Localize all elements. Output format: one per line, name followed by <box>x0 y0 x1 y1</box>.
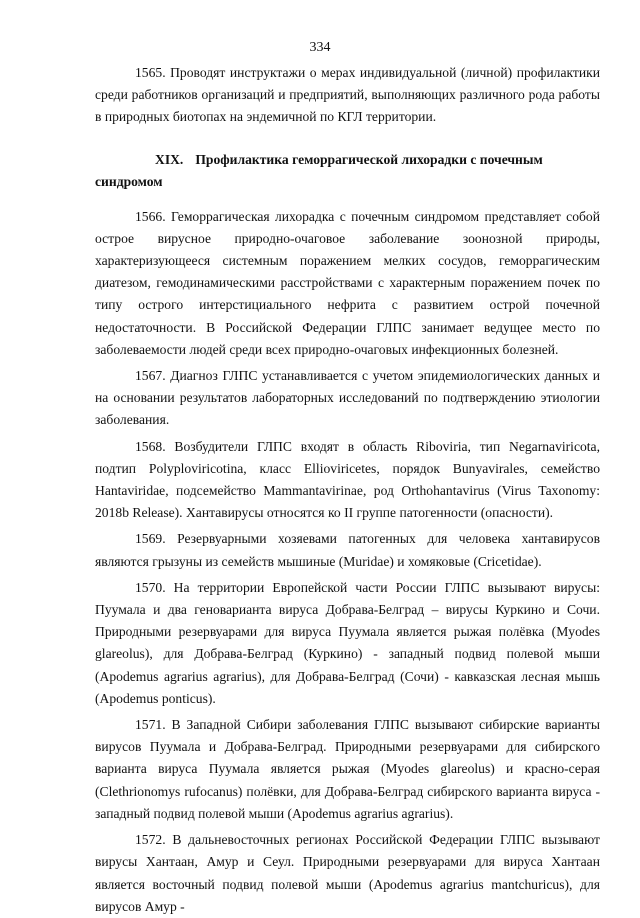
paragraph-1570: 1570. На территории Европейской части России ГЛПС вызывают вирусы: Пуумала и два геноварианта вируса Добрава-Белград – вирусы Куркино и Сочи. Природными резервуарами для вируса Пуумала является рыжая полёвка (Myodes glareolus), для Добрава-Белград (Куркино) - западный подвид полевой мыши (Apodemus agrarius agrarius), для Добрава-Белград (Сочи) - кавказская лесная мышь (Apodemus ponticus). <box>95 579 600 706</box>
paragraph-1565: 1565. Проводят инструктажи о мерах индивидуальной (личной) профилактики среди работников организаций и предприятий, выполняющих различного рода работы в природных биотопах на эндемичной по КГЛ территории. <box>95 65 600 125</box>
paragraph-1569: 1569. Резервуарными хозяевами патогенных для человека хантавирусов являются грызуны из семейств мышиные (Muridae) и хомяковые (Cricetidae). <box>95 531 600 569</box>
section-number: XIX. <box>155 151 184 167</box>
paragraph-1572: 1572. В дальневосточных регионах Российской Федерации ГЛПС вызывают вирусы Хантаан, Амур и Сеул. Природными резервуарами для вируса Хантаан является восточный подвид полевой мыши (Apodemus agrarius mantchuricus), для вирусов Амур - <box>95 832 600 914</box>
paragraph-1567: 1567. Диагноз ГЛПС устанавливается с учетом эпидемиологических данных и на основании результатов лабораторных исследований по подтверждению этиологии заболевания. <box>95 368 600 428</box>
paragraph-1566: 1566. Геморрагическая лихорадка с почечным синдромом представляет собой острое вирусное природно-очаговое заболевание зоонозной природы, характеризующееся системным поражением мелких сосудов, геморрагическим диатезом, гемодинамическими расстройствами с характерным поражением почек по типу острого интерстициального нефрита с развитием острой почечной недостаточности. В Российской Федерации ГЛПС занимает ведущее место по заболеваемости людей среди всех природно-очаговых инфекционных болезней. <box>95 208 600 357</box>
paragraph-1568: 1568. Возбудители ГЛПС входят в область Riboviria, тип Negarnaviricota, подтип Polyploviricotina, класс Ellioviricetes, порядок Bunyavirales, семейство Hantaviridae, подсемейство Mammantavirinae, род Orthohantavirus (Virus Taxonomy: 2018b Release). Хантавирусы относятся ко II группе патогенности (опасности). <box>95 438 600 521</box>
section-heading <box>95 149 600 193</box>
section-title: Профилактика геморрагической лихорадки с почечным синдромом <box>95 151 543 189</box>
paragraph-1571: 1571. В Западной Сибири заболевания ГЛПС вызывают сибирские варианты вирусов Пуумала и Добрава-Белград. Природными резервуарами для сибирского варианта вируса Пуумала является рыжая (Myodes glareolus) и красно-серая (Clethrionomys rufocanus) полёвки, для Добрава-Белград сибирского варианта вируса - западный подвид полевой мыши (Apodemus agrarius agrarius). <box>95 717 600 821</box>
document-body <box>95 62 600 918</box>
page-number: 334 <box>309 40 331 55</box>
